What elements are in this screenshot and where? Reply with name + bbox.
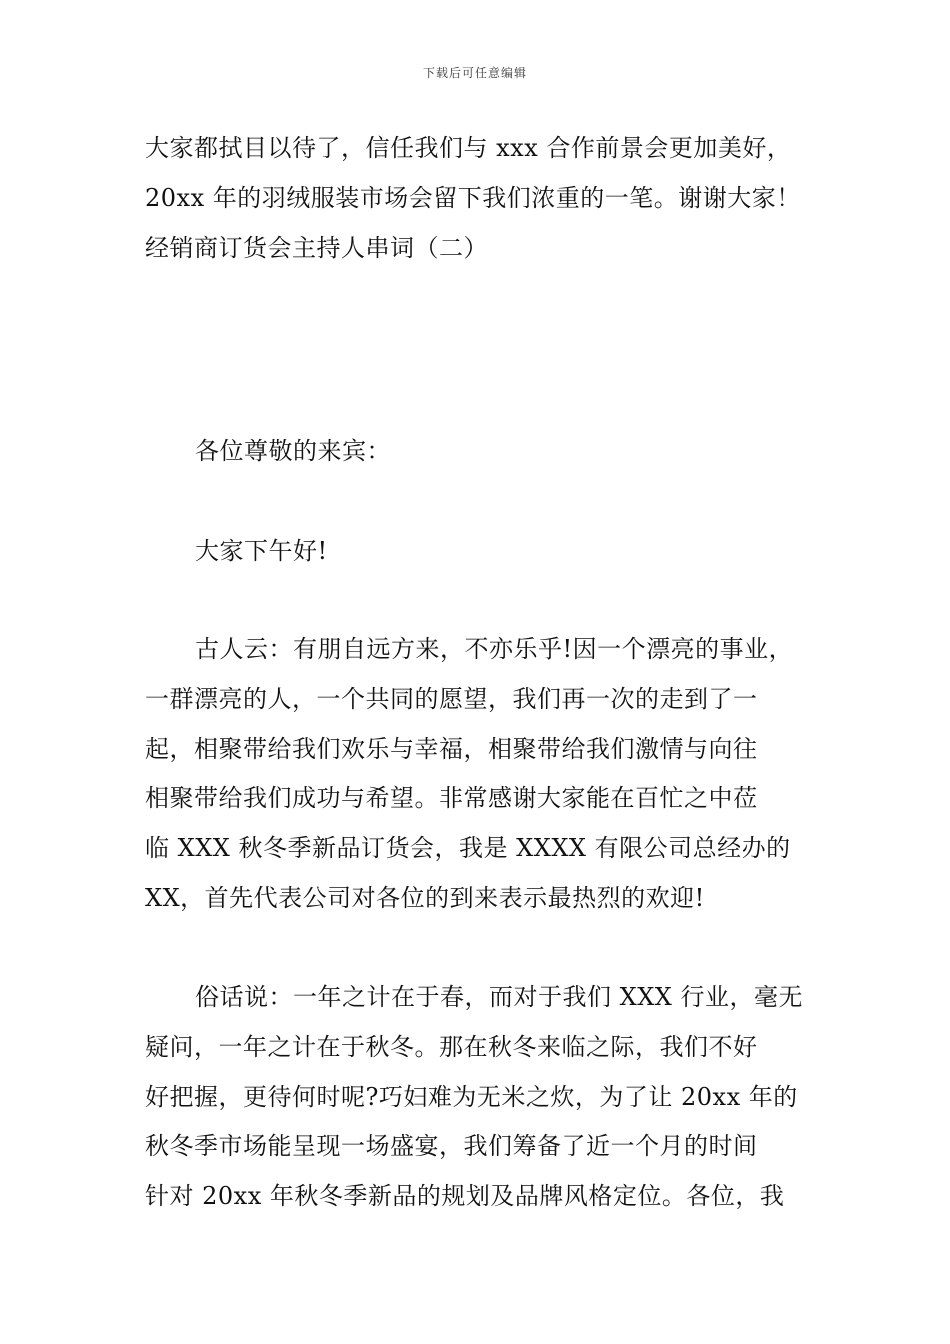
paragraph2-line: 秋冬季市场能呈现一场盛宴，我们筹备了近一个月的时间 [145, 1132, 758, 1160]
paragraph2-line: 疑问，一年之计在于秋冬。那在秋冬来临之际，我们不好 [145, 1033, 758, 1061]
paragraph1-line: 临 XXX 秋冬季新品订货会，我是 XXXX 有限公司总经办的 [145, 834, 791, 862]
salutation-line: 大家下午好! [195, 537, 328, 565]
page-header: 下载后可任意编辑 [422, 66, 527, 80]
paragraph2-line: 俗话说：一年之计在于春，而对于我们 XXX 行业，毫无 [195, 983, 804, 1011]
intro-line: 大家都拭目以待了，信任我们与 xxx 合作前景会更加美好， [145, 134, 792, 162]
greeting-line: 各位尊敬的来宾： [195, 437, 391, 465]
paragraph2-line: 针对 20xx 年秋冬季新品的规划及品牌风格定位。各位，我 [145, 1182, 785, 1210]
document-subtitle: 经销商订货会主持人串词（二） [145, 234, 488, 262]
paragraph1-line: 古人云：有朋自远方来，不亦乐乎!因一个漂亮的事业， [195, 635, 794, 663]
paragraph1-line: 相聚带给我们成功与希望。非常感谢大家能在百忙之中莅 [145, 784, 758, 812]
paragraph1-line: 起，相聚带给我们欢乐与幸福，相聚带给我们激情与向往 [145, 735, 758, 763]
paragraph1-line: 一群漂亮的人，一个共同的愿望，我们再一次的走到了一 [145, 685, 758, 713]
intro-line: 20xx 年的羽绒服装市场会留下我们浓重的一笔。谢谢大家！ [145, 184, 801, 212]
paragraph2-line: 好把握，更待何时呢?巧妇难为无米之炊，为了让 20xx 年的 [145, 1083, 798, 1111]
paragraph1-line: XX，首先代表公司对各位的到来表示最热烈的欢迎! [145, 884, 705, 912]
